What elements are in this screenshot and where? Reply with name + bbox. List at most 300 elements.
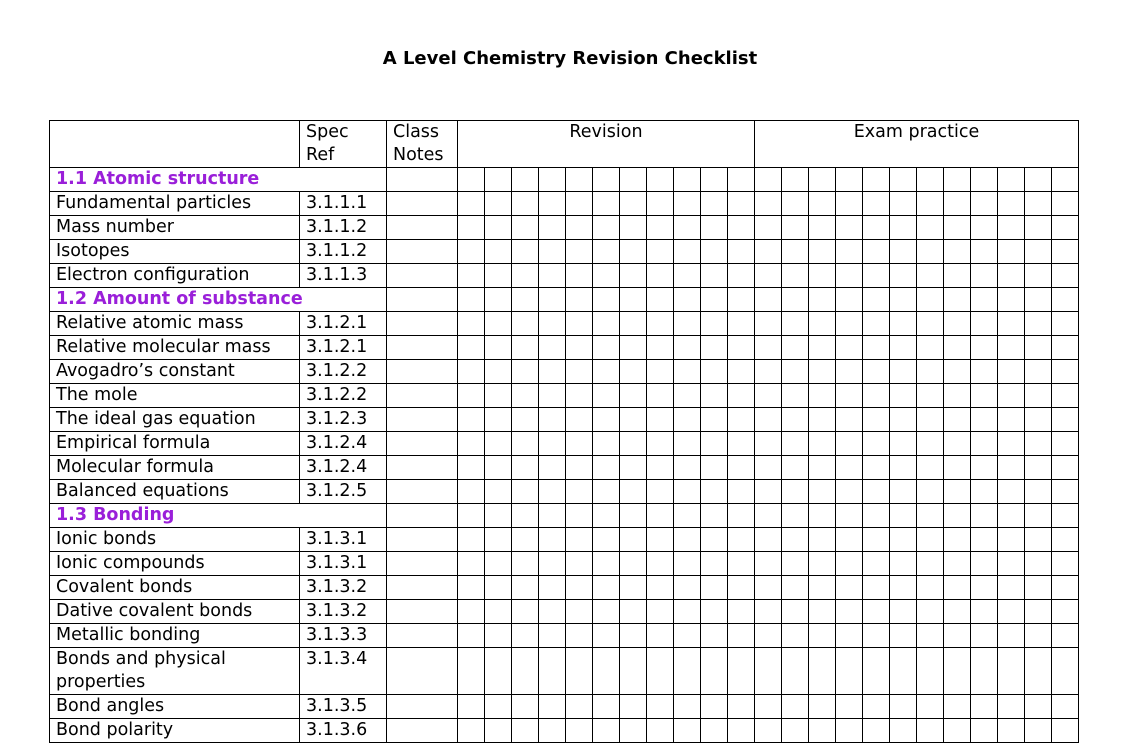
exam-practice-checkbox-cell[interactable] bbox=[971, 528, 998, 552]
revision-checkbox-cell[interactable] bbox=[728, 624, 755, 648]
exam-practice-checkbox-cell[interactable] bbox=[944, 719, 971, 743]
revision-checkbox-cell[interactable] bbox=[458, 504, 485, 528]
exam-practice-checkbox-cell[interactable] bbox=[917, 288, 944, 312]
revision-checkbox-cell[interactable] bbox=[647, 216, 674, 240]
revision-checkbox-cell[interactable] bbox=[539, 648, 566, 695]
revision-checkbox-cell[interactable] bbox=[539, 528, 566, 552]
revision-checkbox-cell[interactable] bbox=[728, 504, 755, 528]
exam-practice-checkbox-cell[interactable] bbox=[998, 264, 1025, 288]
revision-checkbox-cell[interactable] bbox=[512, 216, 539, 240]
exam-practice-checkbox-cell[interactable] bbox=[971, 168, 998, 192]
exam-practice-checkbox-cell[interactable] bbox=[971, 648, 998, 695]
revision-checkbox-cell[interactable] bbox=[512, 168, 539, 192]
revision-checkbox-cell[interactable] bbox=[674, 504, 701, 528]
exam-practice-checkbox-cell[interactable] bbox=[998, 695, 1025, 719]
exam-practice-checkbox-cell[interactable] bbox=[782, 480, 809, 504]
exam-practice-checkbox-cell[interactable] bbox=[836, 528, 863, 552]
revision-checkbox-cell[interactable] bbox=[647, 624, 674, 648]
revision-checkbox-cell[interactable] bbox=[620, 552, 647, 576]
exam-practice-checkbox-cell[interactable] bbox=[944, 384, 971, 408]
revision-checkbox-cell[interactable] bbox=[674, 360, 701, 384]
exam-practice-checkbox-cell[interactable] bbox=[863, 408, 890, 432]
revision-checkbox-cell[interactable] bbox=[512, 264, 539, 288]
revision-checkbox-cell[interactable] bbox=[620, 336, 647, 360]
exam-practice-checkbox-cell[interactable] bbox=[917, 600, 944, 624]
exam-practice-checkbox-cell[interactable] bbox=[836, 695, 863, 719]
revision-checkbox-cell[interactable] bbox=[701, 695, 728, 719]
exam-practice-checkbox-cell[interactable] bbox=[836, 552, 863, 576]
exam-practice-checkbox-cell[interactable] bbox=[1052, 168, 1079, 192]
exam-practice-checkbox-cell[interactable] bbox=[890, 552, 917, 576]
class-notes-checkbox-cell[interactable] bbox=[387, 504, 458, 528]
revision-checkbox-cell[interactable] bbox=[593, 528, 620, 552]
revision-checkbox-cell[interactable] bbox=[620, 648, 647, 695]
exam-practice-checkbox-cell[interactable] bbox=[1052, 312, 1079, 336]
exam-practice-checkbox-cell[interactable] bbox=[1025, 192, 1052, 216]
revision-checkbox-cell[interactable] bbox=[593, 552, 620, 576]
class-notes-checkbox-cell[interactable] bbox=[387, 456, 458, 480]
revision-checkbox-cell[interactable] bbox=[539, 312, 566, 336]
exam-practice-checkbox-cell[interactable] bbox=[1052, 432, 1079, 456]
exam-practice-checkbox-cell[interactable] bbox=[998, 528, 1025, 552]
revision-checkbox-cell[interactable] bbox=[512, 312, 539, 336]
revision-checkbox-cell[interactable] bbox=[674, 216, 701, 240]
revision-checkbox-cell[interactable] bbox=[647, 360, 674, 384]
exam-practice-checkbox-cell[interactable] bbox=[863, 624, 890, 648]
revision-checkbox-cell[interactable] bbox=[512, 576, 539, 600]
revision-checkbox-cell[interactable] bbox=[593, 264, 620, 288]
revision-checkbox-cell[interactable] bbox=[512, 432, 539, 456]
exam-practice-checkbox-cell[interactable] bbox=[809, 600, 836, 624]
revision-checkbox-cell[interactable] bbox=[458, 552, 485, 576]
class-notes-checkbox-cell[interactable] bbox=[387, 312, 458, 336]
exam-practice-checkbox-cell[interactable] bbox=[971, 432, 998, 456]
exam-practice-checkbox-cell[interactable] bbox=[1052, 552, 1079, 576]
revision-checkbox-cell[interactable] bbox=[620, 624, 647, 648]
exam-practice-checkbox-cell[interactable] bbox=[971, 719, 998, 743]
revision-checkbox-cell[interactable] bbox=[512, 719, 539, 743]
revision-checkbox-cell[interactable] bbox=[566, 552, 593, 576]
exam-practice-checkbox-cell[interactable] bbox=[1025, 504, 1052, 528]
revision-checkbox-cell[interactable] bbox=[728, 312, 755, 336]
exam-practice-checkbox-cell[interactable] bbox=[917, 480, 944, 504]
revision-checkbox-cell[interactable] bbox=[674, 576, 701, 600]
revision-checkbox-cell[interactable] bbox=[566, 288, 593, 312]
revision-checkbox-cell[interactable] bbox=[485, 240, 512, 264]
revision-checkbox-cell[interactable] bbox=[485, 719, 512, 743]
exam-practice-checkbox-cell[interactable] bbox=[782, 192, 809, 216]
exam-practice-checkbox-cell[interactable] bbox=[1052, 264, 1079, 288]
exam-practice-checkbox-cell[interactable] bbox=[782, 456, 809, 480]
revision-checkbox-cell[interactable] bbox=[674, 432, 701, 456]
exam-practice-checkbox-cell[interactable] bbox=[863, 600, 890, 624]
revision-checkbox-cell[interactable] bbox=[674, 408, 701, 432]
revision-checkbox-cell[interactable] bbox=[485, 695, 512, 719]
revision-checkbox-cell[interactable] bbox=[701, 552, 728, 576]
revision-checkbox-cell[interactable] bbox=[566, 576, 593, 600]
revision-checkbox-cell[interactable] bbox=[701, 192, 728, 216]
revision-checkbox-cell[interactable] bbox=[485, 456, 512, 480]
exam-practice-checkbox-cell[interactable] bbox=[998, 360, 1025, 384]
revision-checkbox-cell[interactable] bbox=[593, 648, 620, 695]
exam-practice-checkbox-cell[interactable] bbox=[836, 456, 863, 480]
exam-practice-checkbox-cell[interactable] bbox=[863, 384, 890, 408]
exam-practice-checkbox-cell[interactable] bbox=[890, 695, 917, 719]
revision-checkbox-cell[interactable] bbox=[728, 719, 755, 743]
exam-practice-checkbox-cell[interactable] bbox=[1025, 648, 1052, 695]
exam-practice-checkbox-cell[interactable] bbox=[755, 504, 782, 528]
revision-checkbox-cell[interactable] bbox=[647, 552, 674, 576]
exam-practice-checkbox-cell[interactable] bbox=[917, 360, 944, 384]
revision-checkbox-cell[interactable] bbox=[593, 408, 620, 432]
exam-practice-checkbox-cell[interactable] bbox=[836, 408, 863, 432]
exam-practice-checkbox-cell[interactable] bbox=[863, 240, 890, 264]
class-notes-checkbox-cell[interactable] bbox=[387, 552, 458, 576]
revision-checkbox-cell[interactable] bbox=[566, 480, 593, 504]
revision-checkbox-cell[interactable] bbox=[728, 192, 755, 216]
exam-practice-checkbox-cell[interactable] bbox=[755, 312, 782, 336]
exam-practice-checkbox-cell[interactable] bbox=[917, 216, 944, 240]
revision-checkbox-cell[interactable] bbox=[566, 312, 593, 336]
revision-checkbox-cell[interactable] bbox=[701, 432, 728, 456]
exam-practice-checkbox-cell[interactable] bbox=[944, 192, 971, 216]
exam-practice-checkbox-cell[interactable] bbox=[809, 216, 836, 240]
revision-checkbox-cell[interactable] bbox=[620, 312, 647, 336]
exam-practice-checkbox-cell[interactable] bbox=[782, 240, 809, 264]
exam-practice-checkbox-cell[interactable] bbox=[755, 432, 782, 456]
revision-checkbox-cell[interactable] bbox=[620, 192, 647, 216]
exam-practice-checkbox-cell[interactable] bbox=[998, 288, 1025, 312]
exam-practice-checkbox-cell[interactable] bbox=[917, 168, 944, 192]
revision-checkbox-cell[interactable] bbox=[620, 695, 647, 719]
revision-checkbox-cell[interactable] bbox=[485, 312, 512, 336]
revision-checkbox-cell[interactable] bbox=[701, 264, 728, 288]
revision-checkbox-cell[interactable] bbox=[701, 336, 728, 360]
revision-checkbox-cell[interactable] bbox=[539, 360, 566, 384]
revision-checkbox-cell[interactable] bbox=[701, 216, 728, 240]
exam-practice-checkbox-cell[interactable] bbox=[944, 456, 971, 480]
exam-practice-checkbox-cell[interactable] bbox=[890, 432, 917, 456]
class-notes-checkbox-cell[interactable] bbox=[387, 264, 458, 288]
exam-practice-checkbox-cell[interactable] bbox=[1052, 192, 1079, 216]
revision-checkbox-cell[interactable] bbox=[647, 336, 674, 360]
exam-practice-checkbox-cell[interactable] bbox=[998, 312, 1025, 336]
exam-practice-checkbox-cell[interactable] bbox=[944, 288, 971, 312]
revision-checkbox-cell[interactable] bbox=[647, 432, 674, 456]
exam-practice-checkbox-cell[interactable] bbox=[863, 192, 890, 216]
exam-practice-checkbox-cell[interactable] bbox=[1052, 216, 1079, 240]
revision-checkbox-cell[interactable] bbox=[701, 168, 728, 192]
class-notes-checkbox-cell[interactable] bbox=[387, 192, 458, 216]
exam-practice-checkbox-cell[interactable] bbox=[809, 408, 836, 432]
exam-practice-checkbox-cell[interactable] bbox=[890, 264, 917, 288]
exam-practice-checkbox-cell[interactable] bbox=[1025, 528, 1052, 552]
exam-practice-checkbox-cell[interactable] bbox=[944, 695, 971, 719]
class-notes-checkbox-cell[interactable] bbox=[387, 432, 458, 456]
exam-practice-checkbox-cell[interactable] bbox=[863, 288, 890, 312]
exam-practice-checkbox-cell[interactable] bbox=[890, 384, 917, 408]
exam-practice-checkbox-cell[interactable] bbox=[755, 408, 782, 432]
revision-checkbox-cell[interactable] bbox=[647, 528, 674, 552]
exam-practice-checkbox-cell[interactable] bbox=[890, 719, 917, 743]
exam-practice-checkbox-cell[interactable] bbox=[755, 384, 782, 408]
exam-practice-checkbox-cell[interactable] bbox=[836, 312, 863, 336]
exam-practice-checkbox-cell[interactable] bbox=[1052, 360, 1079, 384]
revision-checkbox-cell[interactable] bbox=[566, 264, 593, 288]
revision-checkbox-cell[interactable] bbox=[458, 480, 485, 504]
exam-practice-checkbox-cell[interactable] bbox=[863, 576, 890, 600]
revision-checkbox-cell[interactable] bbox=[620, 240, 647, 264]
exam-practice-checkbox-cell[interactable] bbox=[1025, 624, 1052, 648]
exam-practice-checkbox-cell[interactable] bbox=[998, 192, 1025, 216]
exam-practice-checkbox-cell[interactable] bbox=[1052, 576, 1079, 600]
exam-practice-checkbox-cell[interactable] bbox=[755, 600, 782, 624]
class-notes-checkbox-cell[interactable] bbox=[387, 648, 458, 695]
revision-checkbox-cell[interactable] bbox=[512, 504, 539, 528]
revision-checkbox-cell[interactable] bbox=[458, 384, 485, 408]
revision-checkbox-cell[interactable] bbox=[539, 624, 566, 648]
exam-practice-checkbox-cell[interactable] bbox=[782, 360, 809, 384]
revision-checkbox-cell[interactable] bbox=[701, 408, 728, 432]
exam-practice-checkbox-cell[interactable] bbox=[917, 695, 944, 719]
revision-checkbox-cell[interactable] bbox=[566, 456, 593, 480]
revision-checkbox-cell[interactable] bbox=[674, 480, 701, 504]
exam-practice-checkbox-cell[interactable] bbox=[998, 600, 1025, 624]
exam-practice-checkbox-cell[interactable] bbox=[809, 480, 836, 504]
revision-checkbox-cell[interactable] bbox=[674, 264, 701, 288]
exam-practice-checkbox-cell[interactable] bbox=[944, 168, 971, 192]
revision-checkbox-cell[interactable] bbox=[485, 288, 512, 312]
revision-checkbox-cell[interactable] bbox=[593, 216, 620, 240]
revision-checkbox-cell[interactable] bbox=[728, 336, 755, 360]
revision-checkbox-cell[interactable] bbox=[620, 408, 647, 432]
revision-checkbox-cell[interactable] bbox=[539, 695, 566, 719]
exam-practice-checkbox-cell[interactable] bbox=[863, 719, 890, 743]
revision-checkbox-cell[interactable] bbox=[620, 504, 647, 528]
revision-checkbox-cell[interactable] bbox=[539, 504, 566, 528]
revision-checkbox-cell[interactable] bbox=[593, 695, 620, 719]
exam-practice-checkbox-cell[interactable] bbox=[809, 192, 836, 216]
revision-checkbox-cell[interactable] bbox=[620, 432, 647, 456]
exam-practice-checkbox-cell[interactable] bbox=[809, 360, 836, 384]
exam-practice-checkbox-cell[interactable] bbox=[1052, 288, 1079, 312]
revision-checkbox-cell[interactable] bbox=[512, 408, 539, 432]
exam-practice-checkbox-cell[interactable] bbox=[836, 576, 863, 600]
exam-practice-checkbox-cell[interactable] bbox=[917, 648, 944, 695]
revision-checkbox-cell[interactable] bbox=[593, 288, 620, 312]
exam-practice-checkbox-cell[interactable] bbox=[863, 528, 890, 552]
exam-practice-checkbox-cell[interactable] bbox=[944, 360, 971, 384]
exam-practice-checkbox-cell[interactable] bbox=[755, 216, 782, 240]
exam-practice-checkbox-cell[interactable] bbox=[890, 216, 917, 240]
exam-practice-checkbox-cell[interactable] bbox=[863, 264, 890, 288]
exam-practice-checkbox-cell[interactable] bbox=[836, 216, 863, 240]
revision-checkbox-cell[interactable] bbox=[674, 695, 701, 719]
exam-practice-checkbox-cell[interactable] bbox=[1025, 240, 1052, 264]
revision-checkbox-cell[interactable] bbox=[512, 336, 539, 360]
exam-practice-checkbox-cell[interactable] bbox=[1025, 600, 1052, 624]
revision-checkbox-cell[interactable] bbox=[647, 719, 674, 743]
revision-checkbox-cell[interactable] bbox=[539, 456, 566, 480]
exam-practice-checkbox-cell[interactable] bbox=[782, 600, 809, 624]
exam-practice-checkbox-cell[interactable] bbox=[998, 719, 1025, 743]
revision-checkbox-cell[interactable] bbox=[539, 336, 566, 360]
revision-checkbox-cell[interactable] bbox=[728, 384, 755, 408]
exam-practice-checkbox-cell[interactable] bbox=[944, 552, 971, 576]
exam-practice-checkbox-cell[interactable] bbox=[890, 528, 917, 552]
exam-practice-checkbox-cell[interactable] bbox=[944, 504, 971, 528]
revision-checkbox-cell[interactable] bbox=[647, 312, 674, 336]
revision-checkbox-cell[interactable] bbox=[701, 360, 728, 384]
exam-practice-checkbox-cell[interactable] bbox=[863, 456, 890, 480]
exam-practice-checkbox-cell[interactable] bbox=[1052, 504, 1079, 528]
exam-practice-checkbox-cell[interactable] bbox=[944, 648, 971, 695]
exam-practice-checkbox-cell[interactable] bbox=[971, 552, 998, 576]
exam-practice-checkbox-cell[interactable] bbox=[998, 480, 1025, 504]
exam-practice-checkbox-cell[interactable] bbox=[998, 384, 1025, 408]
revision-checkbox-cell[interactable] bbox=[593, 240, 620, 264]
exam-practice-checkbox-cell[interactable] bbox=[755, 480, 782, 504]
class-notes-checkbox-cell[interactable] bbox=[387, 288, 458, 312]
class-notes-checkbox-cell[interactable] bbox=[387, 695, 458, 719]
exam-practice-checkbox-cell[interactable] bbox=[1052, 456, 1079, 480]
revision-checkbox-cell[interactable] bbox=[458, 456, 485, 480]
revision-checkbox-cell[interactable] bbox=[512, 192, 539, 216]
revision-checkbox-cell[interactable] bbox=[566, 648, 593, 695]
exam-practice-checkbox-cell[interactable] bbox=[998, 408, 1025, 432]
exam-practice-checkbox-cell[interactable] bbox=[782, 312, 809, 336]
exam-practice-checkbox-cell[interactable] bbox=[890, 576, 917, 600]
revision-checkbox-cell[interactable] bbox=[728, 480, 755, 504]
revision-checkbox-cell[interactable] bbox=[566, 360, 593, 384]
exam-practice-checkbox-cell[interactable] bbox=[836, 264, 863, 288]
exam-practice-checkbox-cell[interactable] bbox=[755, 719, 782, 743]
revision-checkbox-cell[interactable] bbox=[728, 264, 755, 288]
exam-practice-checkbox-cell[interactable] bbox=[863, 432, 890, 456]
revision-checkbox-cell[interactable] bbox=[485, 384, 512, 408]
revision-checkbox-cell[interactable] bbox=[728, 432, 755, 456]
revision-checkbox-cell[interactable] bbox=[593, 624, 620, 648]
revision-checkbox-cell[interactable] bbox=[593, 504, 620, 528]
revision-checkbox-cell[interactable] bbox=[701, 288, 728, 312]
exam-practice-checkbox-cell[interactable] bbox=[944, 576, 971, 600]
exam-practice-checkbox-cell[interactable] bbox=[782, 288, 809, 312]
exam-practice-checkbox-cell[interactable] bbox=[809, 432, 836, 456]
revision-checkbox-cell[interactable] bbox=[701, 600, 728, 624]
revision-checkbox-cell[interactable] bbox=[674, 552, 701, 576]
revision-checkbox-cell[interactable] bbox=[485, 432, 512, 456]
exam-practice-checkbox-cell[interactable] bbox=[809, 695, 836, 719]
revision-checkbox-cell[interactable] bbox=[485, 504, 512, 528]
exam-practice-checkbox-cell[interactable] bbox=[917, 456, 944, 480]
revision-checkbox-cell[interactable] bbox=[674, 240, 701, 264]
exam-practice-checkbox-cell[interactable] bbox=[863, 312, 890, 336]
revision-checkbox-cell[interactable] bbox=[728, 528, 755, 552]
exam-practice-checkbox-cell[interactable] bbox=[782, 528, 809, 552]
exam-practice-checkbox-cell[interactable] bbox=[1052, 719, 1079, 743]
exam-practice-checkbox-cell[interactable] bbox=[971, 624, 998, 648]
exam-practice-checkbox-cell[interactable] bbox=[863, 360, 890, 384]
class-notes-checkbox-cell[interactable] bbox=[387, 528, 458, 552]
exam-practice-checkbox-cell[interactable] bbox=[836, 480, 863, 504]
revision-checkbox-cell[interactable] bbox=[647, 240, 674, 264]
revision-checkbox-cell[interactable] bbox=[701, 504, 728, 528]
exam-practice-checkbox-cell[interactable] bbox=[809, 576, 836, 600]
exam-practice-checkbox-cell[interactable] bbox=[863, 552, 890, 576]
revision-checkbox-cell[interactable] bbox=[728, 456, 755, 480]
exam-practice-checkbox-cell[interactable] bbox=[944, 216, 971, 240]
revision-checkbox-cell[interactable] bbox=[539, 168, 566, 192]
revision-checkbox-cell[interactable] bbox=[593, 384, 620, 408]
exam-practice-checkbox-cell[interactable] bbox=[836, 600, 863, 624]
revision-checkbox-cell[interactable] bbox=[593, 360, 620, 384]
exam-practice-checkbox-cell[interactable] bbox=[863, 336, 890, 360]
exam-practice-checkbox-cell[interactable] bbox=[971, 576, 998, 600]
exam-practice-checkbox-cell[interactable] bbox=[1025, 576, 1052, 600]
exam-practice-checkbox-cell[interactable] bbox=[863, 216, 890, 240]
exam-practice-checkbox-cell[interactable] bbox=[755, 336, 782, 360]
revision-checkbox-cell[interactable] bbox=[674, 168, 701, 192]
exam-practice-checkbox-cell[interactable] bbox=[836, 648, 863, 695]
exam-practice-checkbox-cell[interactable] bbox=[863, 480, 890, 504]
exam-practice-checkbox-cell[interactable] bbox=[836, 360, 863, 384]
exam-practice-checkbox-cell[interactable] bbox=[998, 456, 1025, 480]
revision-checkbox-cell[interactable] bbox=[512, 384, 539, 408]
revision-checkbox-cell[interactable] bbox=[566, 600, 593, 624]
exam-practice-checkbox-cell[interactable] bbox=[944, 600, 971, 624]
exam-practice-checkbox-cell[interactable] bbox=[917, 504, 944, 528]
revision-checkbox-cell[interactable] bbox=[566, 240, 593, 264]
exam-practice-checkbox-cell[interactable] bbox=[782, 624, 809, 648]
exam-practice-checkbox-cell[interactable] bbox=[1025, 456, 1052, 480]
exam-practice-checkbox-cell[interactable] bbox=[755, 192, 782, 216]
revision-checkbox-cell[interactable] bbox=[566, 504, 593, 528]
revision-checkbox-cell[interactable] bbox=[647, 168, 674, 192]
revision-checkbox-cell[interactable] bbox=[566, 624, 593, 648]
exam-practice-checkbox-cell[interactable] bbox=[944, 336, 971, 360]
exam-practice-checkbox-cell[interactable] bbox=[809, 719, 836, 743]
revision-checkbox-cell[interactable] bbox=[647, 264, 674, 288]
exam-practice-checkbox-cell[interactable] bbox=[890, 600, 917, 624]
exam-practice-checkbox-cell[interactable] bbox=[944, 480, 971, 504]
revision-checkbox-cell[interactable] bbox=[539, 600, 566, 624]
exam-practice-checkbox-cell[interactable] bbox=[1025, 432, 1052, 456]
exam-practice-checkbox-cell[interactable] bbox=[782, 216, 809, 240]
revision-checkbox-cell[interactable] bbox=[647, 504, 674, 528]
class-notes-checkbox-cell[interactable] bbox=[387, 600, 458, 624]
revision-checkbox-cell[interactable] bbox=[620, 384, 647, 408]
revision-checkbox-cell[interactable] bbox=[485, 168, 512, 192]
exam-practice-checkbox-cell[interactable] bbox=[836, 168, 863, 192]
revision-checkbox-cell[interactable] bbox=[485, 216, 512, 240]
revision-checkbox-cell[interactable] bbox=[566, 695, 593, 719]
exam-practice-checkbox-cell[interactable] bbox=[944, 528, 971, 552]
revision-checkbox-cell[interactable] bbox=[728, 600, 755, 624]
revision-checkbox-cell[interactable] bbox=[485, 336, 512, 360]
exam-practice-checkbox-cell[interactable] bbox=[917, 432, 944, 456]
exam-practice-checkbox-cell[interactable] bbox=[836, 336, 863, 360]
revision-checkbox-cell[interactable] bbox=[485, 360, 512, 384]
revision-checkbox-cell[interactable] bbox=[593, 600, 620, 624]
exam-practice-checkbox-cell[interactable] bbox=[809, 168, 836, 192]
revision-checkbox-cell[interactable] bbox=[485, 576, 512, 600]
revision-checkbox-cell[interactable] bbox=[701, 312, 728, 336]
revision-checkbox-cell[interactable] bbox=[647, 648, 674, 695]
exam-practice-checkbox-cell[interactable] bbox=[1025, 408, 1052, 432]
class-notes-checkbox-cell[interactable] bbox=[387, 384, 458, 408]
exam-practice-checkbox-cell[interactable] bbox=[782, 264, 809, 288]
revision-checkbox-cell[interactable] bbox=[458, 624, 485, 648]
